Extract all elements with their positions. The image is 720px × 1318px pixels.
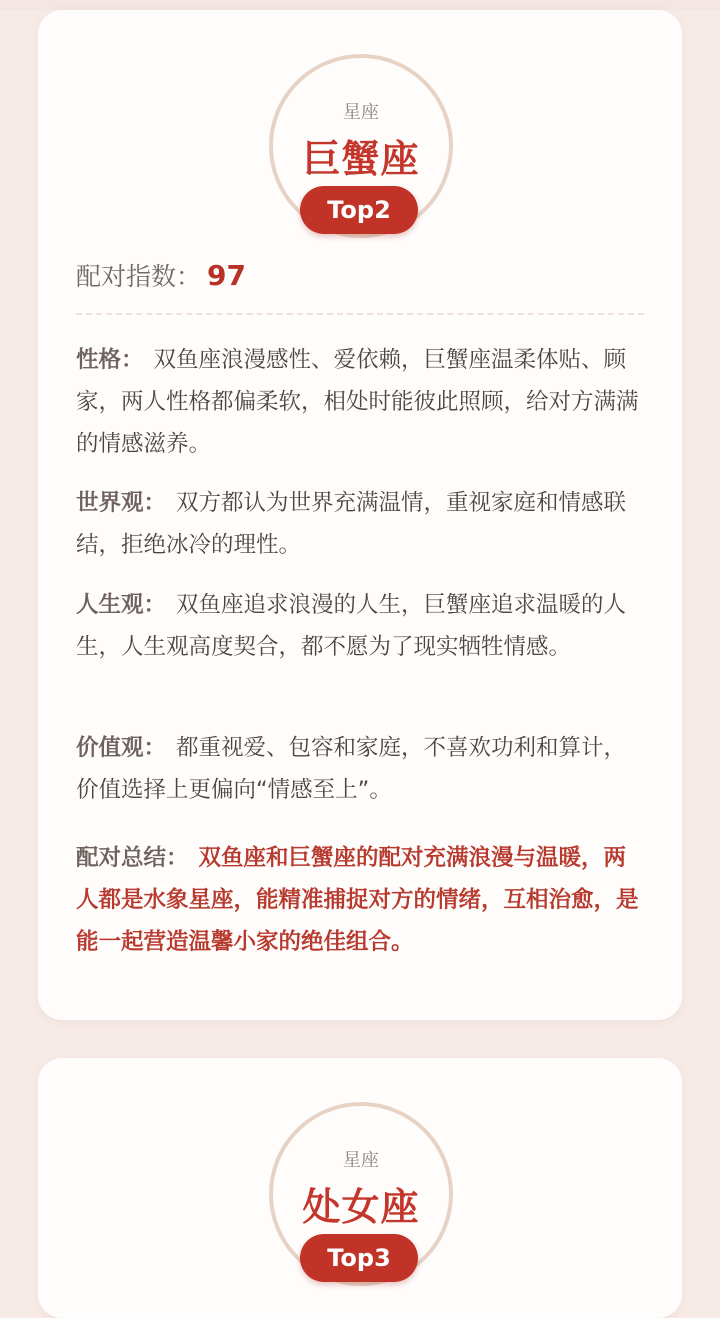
dashed-divider [76,313,644,315]
match-score-value: 97 [207,259,246,292]
match-score-label: 配对指数： [76,262,202,291]
match-score-row [76,256,246,296]
section-text: 双鱼座浪漫感性、爱依赖，巨蟹座温柔体贴、顾家，两人性格都偏柔软，相处时能彼此照顾，给对方满满的情感滋养。 [76,347,639,457]
section-label: 价值观： [76,735,167,761]
status-bar-remnant [0,0,720,10]
section-text: 双鱼座追求浪漫的人生，巨蟹座追求温暖的人生，人生观高度契合，都不愿为了现实牺牲情感。 [76,592,627,660]
section-text: 都重视爱、包容和家庭，不喜欢功利和算计，价值选择上更偏向“情感至上”。 [76,735,627,803]
section-text: 双方都认为世界充满温情，重视家庭和情感联结，拒绝冰冷的理性。 [76,490,627,558]
section-lifeview [76,584,648,668]
section-worldview [76,482,648,566]
section-personality [76,339,648,465]
match-card-top3 [38,1058,682,1318]
section-text: 双鱼座和巨蟹座的配对充满浪漫与温暖，两人都是水象星座，能精准捕捉对方的情绪，互相治愈，是能一起营造温馨小家的绝佳组合。 [76,845,639,955]
rank-badge: Top3 [300,1234,418,1282]
section-label: 配对总结： [76,845,189,871]
section-label: 人生观： [76,592,167,618]
sign-name: 巨蟹座 [302,137,420,181]
sign-name: 处女座 [302,1185,420,1229]
rank-badge: Top2 [300,186,418,234]
section-label: 性格： [76,347,144,373]
section-values [76,727,648,811]
sign-caption: 星座 [343,102,379,123]
sign-caption: 星座 [343,1150,379,1171]
section-summary [76,837,648,963]
match-card-top2 [38,10,682,1020]
section-label: 世界观： [76,490,167,516]
